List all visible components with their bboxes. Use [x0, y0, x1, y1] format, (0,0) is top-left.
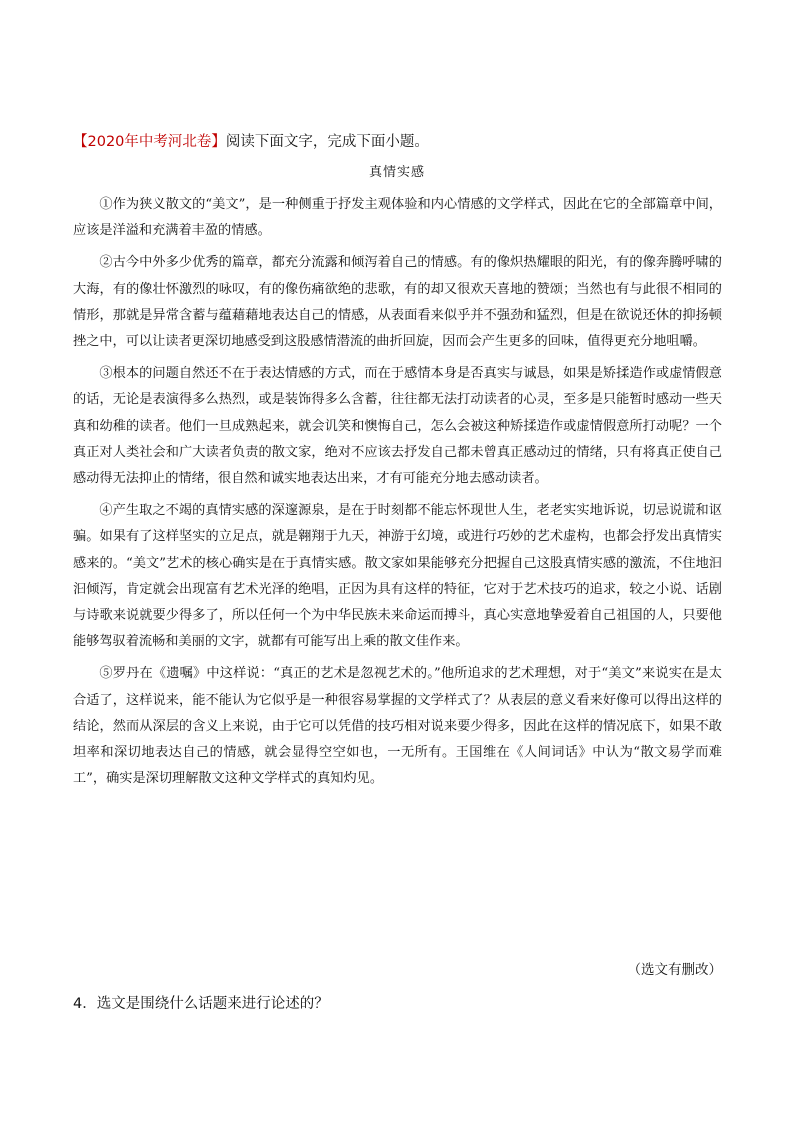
question-4: 4．选文是围绕什么话题来进行论述的？	[73, 996, 329, 1012]
essay-title: 真情实感	[368, 165, 425, 180]
essay-paragraph-4: ④产生取之不竭的真情实感的深邃源泉，是在于时刻都不能忘怀现世人生，老老实实地诉说，切忌说谎和讴骗。如果有了这样坚实的立足点，就是翱翔于九天，神游于幻境，或进行巧妙的艺术虚构，也都会抒发出真情实感来的。“美文”艺术的核心确实是在于真情实感。散文家如果能够充分把握自己这股真情实感的激流，不住地汩汩倾泻，肯定就会出现富有艺术光泽的绝唱，正因为具有这样的特征，它对于艺术技巧的追求，较之小说、话剧与诗歌来说就要少得多了，所以任何一个为中华民族未来命运而搏斗，真心实意地挚爱着自己祖国的人，只要他能够驾驭着流畅和美丽的文字，就都有可能写出上乘的散文佳作来。	[73, 503, 722, 650]
essay-body	[73, 192, 722, 798]
essay-paragraph-5: ⑤罗丹在《遗嘱》中这样说：“真正的艺术是忽视艺术的。”他所追求的艺术理想，对于“美文”来说实在是太合适了，这样说来，能不能认为它似乎是一种很容易掌握的文学样式了？从表层的意义看来好像可以得出这样的结论，然而从深层的含义上来说，由于它可以凭借的技巧相对说来要少得多，因此在这样的情况底下，如果不敢坦率和深切地表达自己的情感，就会显得空空如也，一无所有。王国维在《人间词话》中认为“散文易学而难工”，确实是深切理解散文这种文学样式的真知灼见。	[73, 666, 722, 787]
source-bracket-open: 【	[73, 134, 88, 150]
essay-attribution: （选文有删改）	[627, 962, 722, 978]
source-tag: 2020年中考河北卷	[87, 134, 212, 150]
essay-paragraph-2: ②古今中外多少优秀的篇章，都充分流露和倾泻着自己的情感。有的像炽热耀眼的阳光，有的像奔腾呼啸的大海，有的像壮怀激烈的咏叹，有的像伤痛欲绝的悲歌，有的却又很欢天喜地的赞颂；当然也有与此很不相同的情形，那就是异常含蓄与蕴藉藉地表达自己的情感，从表面看来似乎并不强劲和猛烈，但是在欲说还休的抑扬顿挫之中，可以让读者更深切地感受到这股感情潜流的曲折回旋，因而会产生更多的回味，值得更充分地咀嚼。	[73, 255, 722, 350]
instruction-text: 阅读下面文字，完成下面小题。	[225, 134, 429, 150]
essay-paragraph-1: ①作为狭义散文的“美文”，是一种侧重于抒发主观体验和内心情感的文学样式，因此在它的全部篇章中间，应该是洋溢和充满着丰盈的情感。	[73, 197, 722, 239]
source-line	[73, 130, 733, 154]
source-bracket-close: 】	[211, 134, 226, 150]
essay-paragraph-3: ③根本的问题自然还不在于表达情感的方式，而在于感情本身是否真实与诚恳，如果是矫揉造作或虚情假意的话，无论是表演得多么热烈，或是装饰得多么含蓄，往往都无法打动读者的心灵，至多是只能暂时感动一些天真和幼稚的读者。他们一旦成熟起来，就会讥笑和懊悔自己，怎么会被这种矫揉造作或虚情假意所打动呢？一个真正对人类社会和广大读者负责的散文家，绝对不应该去抒发自己都未曾真正感动过的情绪，只有将真正使自己感动得无法抑止的情绪，很自然和诚实地表达出来，才有可能充分地去感动读者。	[73, 366, 722, 487]
